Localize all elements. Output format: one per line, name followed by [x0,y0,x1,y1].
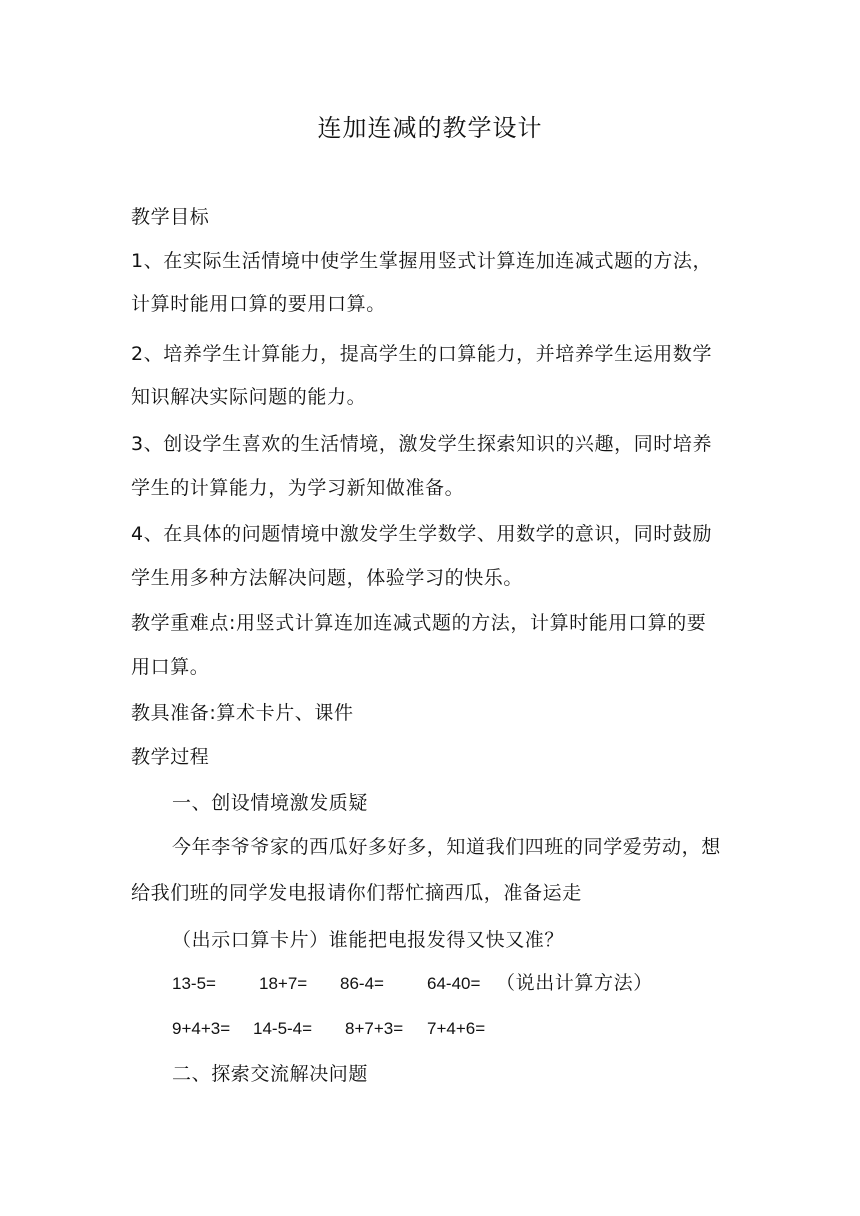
calc-row2-item: 8+7+3= [345,1019,404,1038]
calc-row1-item: 64-40= [427,974,481,993]
calc-row2-item: 9+4+3= [172,1019,231,1038]
calc-row2-item: 14-5-4= [253,1019,313,1038]
story-line-2: 给我们班的同学发电报请你们帮忙摘西瓜，准备运走 [131,882,582,904]
teaching-aids: 教具准备:算术卡片、课件 [131,702,354,724]
goal-2-line-2: 知识解决实际问题的能力。 [131,386,367,408]
heading-teaching-goals: 教学目标 [131,206,210,228]
calc-row1-item: 86-4= [340,974,384,993]
section-1-heading: 一、创设情境激发质疑 [172,792,369,814]
calc-row1-item: 13-5= [172,974,216,993]
story-line-1: 今年李爷爷家的西瓜好多好多，知道我们四班的同学爱劳动，想 [172,836,721,858]
goal-3-line-1: 3、创设学生喜欢的生活情境，激发学生探索知识的兴趣，同时培养 [131,433,713,455]
goal-4-line-2: 学生用多种方法解决问题，体验学习的快乐。 [131,567,524,589]
goal-3-line-2: 学生的计算能力，为学习新知做准备。 [131,477,465,499]
key-points-line-1: 教学重难点:用竖式计算连加连减式题的方法，计算时能用口算的要 [131,612,707,634]
heading-teaching-process: 教学过程 [131,746,210,768]
goal-2-line-1: 2、培养学生计算能力，提高学生的口算能力，并培养学生运用数学 [131,343,713,365]
calc-row1-note: （说出计算方法） [496,972,653,994]
key-points-line-2: 用口算。 [131,656,210,678]
goal-1-line-1: 1、在实际生活情境中使学生掌握用竖式计算连加连减式题的方法， [131,250,713,272]
document-title: 连加连减的教学设计 [317,114,543,142]
section-2-heading: 二、探索交流解决问题 [172,1063,369,1085]
calc-row2-item: 7+4+6= [427,1019,486,1038]
calc-row1-item: 18+7= [259,974,308,993]
card-prompt: （出示口算卡片）谁能把电报发得又快又准？ [172,929,565,951]
goal-1-line-2: 计算时能用口算的要用口算。 [131,293,386,315]
goal-4-line-1: 4、在具体的问题情境中激发学生学数学、用数学的意识，同时鼓励 [131,523,713,545]
